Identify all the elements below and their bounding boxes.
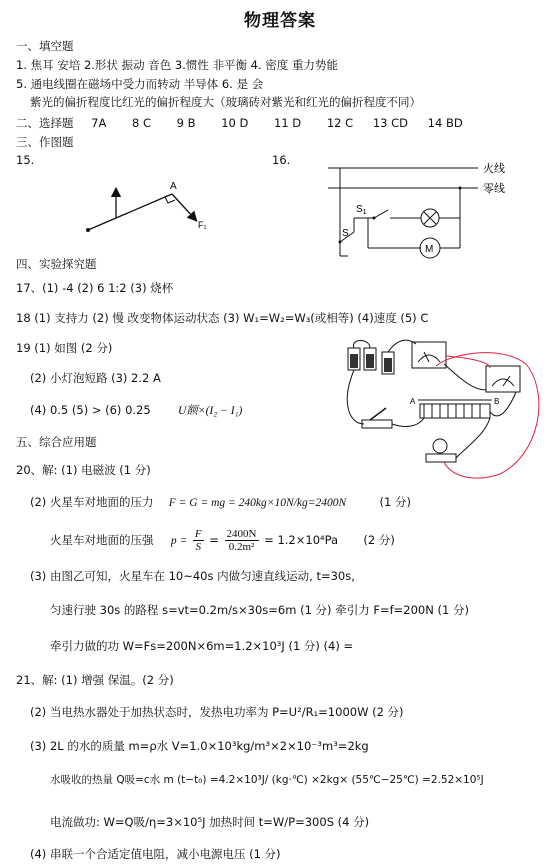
- lever-diagram: [80, 172, 230, 242]
- choice-answer: 13 CD: [372, 116, 408, 130]
- choice-answer: 14 BD: [427, 116, 463, 130]
- question-15-number: 15.: [16, 153, 35, 167]
- answer-line-21-4: (4) 串联一个合适定值电阻，减小电源电压 (1 分): [30, 847, 281, 861]
- lever-bar: [88, 194, 172, 230]
- question-16-number: 16.: [272, 153, 291, 167]
- bulb: [433, 439, 447, 453]
- section-heading-application: 五、综合应用题: [16, 435, 97, 449]
- answer-line-21-2: (2) 当电热水器处于加热状态时，发热电功率为 P=U²/R₁=1000W (2 分): [30, 705, 404, 719]
- answer-line-20-3b: 匀速行驶 30s 的路程 s=vt=0.2m/s×30s=6m (1 分) 牵引力 F=f=200N (1 分): [50, 603, 469, 617]
- choice-answer: 11 D: [274, 116, 302, 130]
- rheostat-a-label: A: [410, 397, 416, 406]
- section-heading-drawing: 三、作图题: [16, 135, 74, 149]
- answer-line-20-2b: 火星车对地面的压强 p = $\frac{F}{S}$ = $\frac{2400N}{\text{0.2m²}}$ = 1.2×10⁴Pa (2 分): [50, 528, 395, 553]
- live-wire-label: 火线: [483, 163, 505, 175]
- answer-line-19-2: (2) 小灯泡短路 (3) 2.2 A: [30, 371, 161, 385]
- choice-answer: 7A: [91, 116, 107, 130]
- answer-line-19-4: (4) 0.5 (5) > (6) 0.25 U额×(I₂ − I₁): [30, 403, 243, 417]
- household-circuit-diagram: [318, 152, 538, 272]
- motor-label: M: [425, 244, 434, 255]
- answer-line-20-2a: (2) 火星车对地面的压力 F = G = mg = 240kg×10N/kg=2400N (1 分): [30, 495, 411, 509]
- switch: [362, 420, 392, 428]
- choice-answers-row: [16, 115, 463, 131]
- force-f1-label: F₁: [198, 220, 207, 230]
- answer-line-17: 17、(1) -4 (2) 6 1:2 (3) 烧杯: [16, 281, 174, 295]
- answer-line-19-1: 19 (1) 如图 (2 分): [16, 341, 113, 355]
- choice-answer: 8 C: [132, 116, 152, 130]
- answer-line-1-4: 1. 焦耳 安培 2.形状 振动 音色 3.惯性 非平衡 4. 密度 重力势能: [16, 58, 338, 72]
- choice-answer: 9 B: [176, 116, 196, 130]
- answer-line-5-6: 5. 通电线圈在磁场中受力而转动 半导体 6. 是 会: [16, 77, 264, 91]
- answer-line-20-3c: 牵引力做的功 W=Fs=200N×6m=1.2×10³J (1 分) (4) =: [50, 639, 354, 653]
- pressure-value-fraction: $\frac{2400N}{\text{0.2m²}}$: [226, 528, 257, 553]
- answer-line-21-3b: 水吸收的热量 Q吸=c水 m (t−t₀) =4.2×10³J/ (kg·℃) ×2kg× (55℃−25℃) =2.52×10⁵J: [50, 774, 484, 786]
- switch-s1: [374, 210, 388, 218]
- answer-line-18: 18 (1) 支持力 (2) 慢 改变物体运动状态 (3) W₁=W₂=W₃(或相等) (4)速度 (5) C: [16, 311, 429, 325]
- pressure-fraction: $\frac{F}{S}$: [194, 528, 202, 553]
- power-formula: U额×(I₂ − I₁): [178, 405, 243, 417]
- answer-line-20-1: 20、解: (1) 电磁波 (1 分): [16, 463, 151, 477]
- neutral-wire-label: 零线: [483, 183, 505, 195]
- page-title: 物理答案: [244, 11, 316, 31]
- force-f1-arrow: [172, 194, 194, 218]
- answer-line-21-1: 21、解: (1) 增强 保温。(2 分): [16, 673, 174, 687]
- switch-s-label: S: [342, 228, 349, 239]
- physical-circuit-diagram: [340, 334, 550, 484]
- answer-line-21-3c: 电流做功: W=Q吸/η=3×10⁵J 加热时间 t=W/P=300S (4 分): [50, 815, 370, 829]
- answer-line-7: 紫光的偏折程度比红光的偏折程度大（玻璃砖对紫光和红光的偏折程度不同）: [30, 95, 421, 109]
- section-heading-choice: 二、选择题: [16, 116, 74, 130]
- right-angle-mark: [165, 197, 175, 203]
- switch-s1-label: $S_1$: [356, 204, 367, 216]
- rheostat-b-label: B: [494, 397, 500, 406]
- point-a-label: A: [170, 181, 177, 192]
- fulcrum-point: [86, 228, 90, 232]
- answer-line-20-3a: (3) 由图乙可知，火星车在 10~40s 内做匀速直线运动, t=30s,: [30, 569, 355, 583]
- choice-answer: 12 C: [326, 116, 354, 130]
- answer-line-21-3: (3) 2L 的水的质量 m=ρ水 V=1.0×10³kg/m³×2×10⁻³m³=2kg: [30, 739, 369, 753]
- choice-answer: 10 D: [221, 116, 249, 130]
- section-heading-experiment: 四、实验探究题: [16, 257, 97, 271]
- section-heading-fill-blank: 一、填空题: [16, 39, 74, 53]
